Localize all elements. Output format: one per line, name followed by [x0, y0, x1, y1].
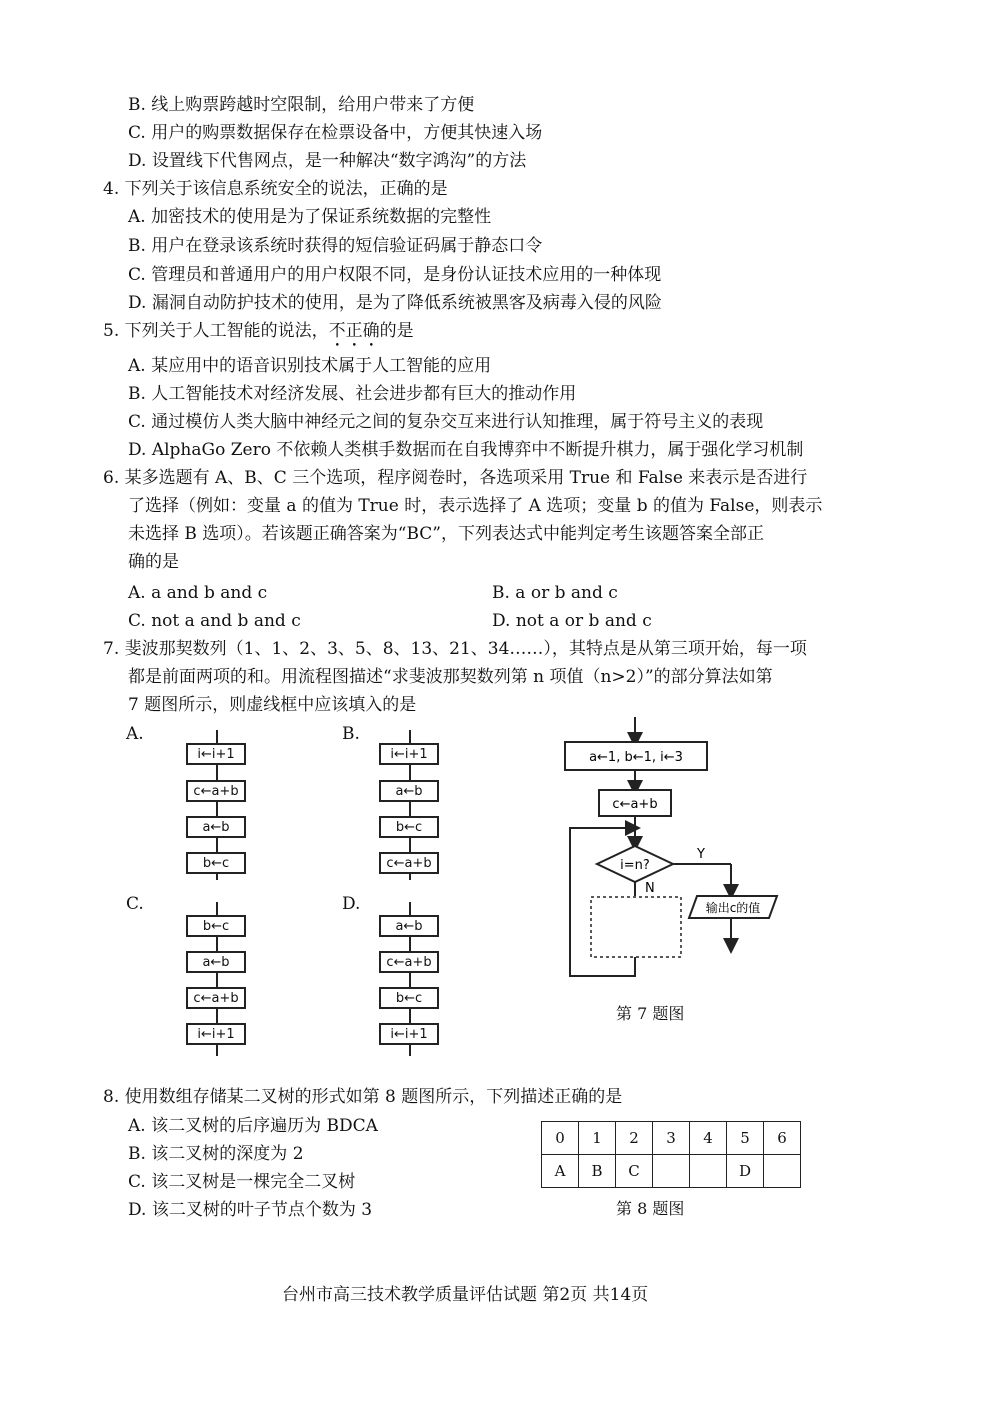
q3-option-b: B. 线上购票跨越时空限制，给用户带来了方便 — [128, 95, 475, 115]
q5-stem: 5. 下列关于人工智能的说法，不正确的是 — [103, 321, 414, 341]
q8-index-cell: 0 — [542, 1122, 579, 1155]
q7-stem-line1: 7. 斐波那契数列（1、1、2、3、5、8、13、21、34……），其特点是从第三项开始，每一项 — [103, 639, 807, 659]
q6-option-c: C. not a and b and c — [128, 611, 301, 631]
q7-stem-line2: 都是前面两项的和。用流程图描述“求斐波那契数列第 n 项值（n>2）”的部分算法如第 — [128, 667, 773, 687]
q8-index-cell: 5 — [727, 1122, 764, 1155]
q5-option-d: D. AlphaGo Zero 不依赖人类棋手数据而在自我博弈中不断提升棋力，属于强化学习机制 — [128, 440, 804, 460]
q8-array-table — [541, 1121, 801, 1188]
q8-option-d: D. 该二叉树的叶子节点个数为 3 — [128, 1200, 373, 1220]
flow-no-label: N — [645, 881, 655, 896]
q8-value-cell: D — [727, 1155, 764, 1188]
q6-stem-line2: 了选择（例如：变量 a 的值为 True 时，表示选择了 A 选项；变量 b 的值为 False，则表示 — [128, 496, 823, 516]
q7-option-b-step-2: a←b — [379, 780, 439, 802]
q7-option-c-step-3: c←a+b — [186, 987, 246, 1009]
q4-option-c: C. 管理员和普通用户的用户权限不同，是身份认证技术应用的一种体现 — [128, 265, 662, 285]
flow-yes-label: Y — [697, 847, 705, 862]
q7-figure-caption: 第 7 题图 — [616, 1004, 685, 1023]
q8-option-a: A. 该二叉树的后序遍历为 BDCA — [128, 1116, 378, 1136]
q8-index-cell: 2 — [616, 1122, 653, 1155]
q3-option-d: D. 设置线下代售网点，是一种解决“数字鸿沟”的方法 — [128, 151, 527, 171]
q5-option-c: C. 通过模仿人类大脑中神经元之间的复杂交互来进行认知推理，属于符号主义的表现 — [128, 412, 764, 432]
q6-option-d: D. not a or b and c — [492, 611, 652, 631]
flow-calc-text: c←a+b — [612, 797, 658, 812]
q8-index-cell: 1 — [579, 1122, 616, 1155]
q7-option-c-step-1: b←c — [186, 915, 246, 937]
q7-option-d-step-2: c←a+b — [379, 951, 439, 973]
q8-index-cell: 6 — [764, 1122, 801, 1155]
flow-output-text: 输出c的值 — [705, 901, 761, 915]
q7-option-d-step-3: b←c — [379, 987, 439, 1009]
q6-option-a: A. a and b and c — [128, 583, 268, 603]
q7-option-a-step-3: a←b — [186, 816, 246, 838]
q8-index-cell: 4 — [690, 1122, 727, 1155]
q5-option-a: A. 某应用中的语音识别技术属于人工智能的应用 — [128, 356, 492, 376]
q7-option-a-step-1: i←i+1 — [186, 743, 246, 765]
q7-option-d-step-4: i←i+1 — [379, 1023, 439, 1045]
q8-index-cell: 3 — [653, 1122, 690, 1155]
q7-option-b-step-4: c←a+b — [379, 852, 439, 874]
q4-stem: 4. 下列关于该信息系统安全的说法，正确的是 — [103, 179, 448, 199]
q7-option-a-step-2: c←a+b — [186, 780, 246, 802]
q8-value-cell — [653, 1155, 690, 1188]
q7-stem-line3: 7 题图所示，则虚线框中应该填入的是 — [128, 695, 417, 715]
q7-option-c-step-4: i←i+1 — [186, 1023, 246, 1045]
q8-value-cell: C — [616, 1155, 653, 1188]
q8-option-c: C. 该二叉树是一棵完全二叉树 — [128, 1172, 356, 1192]
q4-option-a: A. 加密技术的使用是为了保证系统数据的完整性 — [128, 207, 492, 227]
q8-figure-caption: 第 8 题图 — [616, 1199, 685, 1218]
flow-init-text: a←1, b←1, i←3 — [589, 750, 683, 765]
q7-option-c-label: C. — [126, 894, 144, 914]
q5-option-b: B. 人工智能技术对经济发展、社会进步都有巨大的推动作用 — [128, 384, 577, 404]
q6-stem-line1: 6. 某多选题有 A、B、C 三个选项，程序阅卷时，各选项采用 True 和 False 来表示是否进行 — [103, 468, 808, 488]
q7-option-d-step-1: a←b — [379, 915, 439, 937]
q7-option-d-label: D. — [342, 894, 361, 914]
q6-stem-line4: 确的是 — [128, 552, 179, 572]
q8-option-b: B. 该二叉树的深度为 2 — [128, 1144, 304, 1164]
q6-option-b: B. a or b and c — [492, 583, 618, 603]
q8-value-cell: B — [579, 1155, 616, 1188]
page-footer: 台州市高三技术教学质量评估试题 第2页 共14页 — [282, 1285, 649, 1305]
q8-array-index-row — [542, 1122, 801, 1155]
q7-option-c-step-2: a←b — [186, 951, 246, 973]
q8-stem: 8. 使用数组存储某二叉树的形式如第 8 题图所示，下列描述正确的是 — [103, 1087, 623, 1107]
q7-option-a-label: A. — [126, 724, 144, 744]
q6-stem-line3: 未选择 B 选项）。若该题正确答案为“BC”，下列表达式中能判定考生该题答案全部正 — [128, 524, 764, 544]
flow-cond-text: i=n? — [620, 858, 650, 873]
q8-value-cell — [690, 1155, 727, 1188]
q8-value-cell: A — [542, 1155, 579, 1188]
q7-option-b-step-3: b←c — [379, 816, 439, 838]
q8-array-value-row — [542, 1155, 801, 1188]
q8-value-cell — [764, 1155, 801, 1188]
q4-option-b: B. 用户在登录该系统时获得的短信验证码属于静态口令 — [128, 236, 543, 256]
q3-option-c: C. 用户的购票数据保存在检票设备中，方便其快速入场 — [128, 123, 543, 143]
q7-option-b-label: B. — [342, 724, 360, 744]
q7-flowchart — [555, 712, 795, 982]
q7-option-b-step-1: i←i+1 — [379, 743, 439, 765]
q4-option-d: D. 漏洞自动防护技术的使用，是为了降低系统被黑客及病毒入侵的风险 — [128, 293, 662, 313]
flow-dashed-box — [591, 897, 681, 957]
q7-option-a-step-4: b←c — [186, 852, 246, 874]
